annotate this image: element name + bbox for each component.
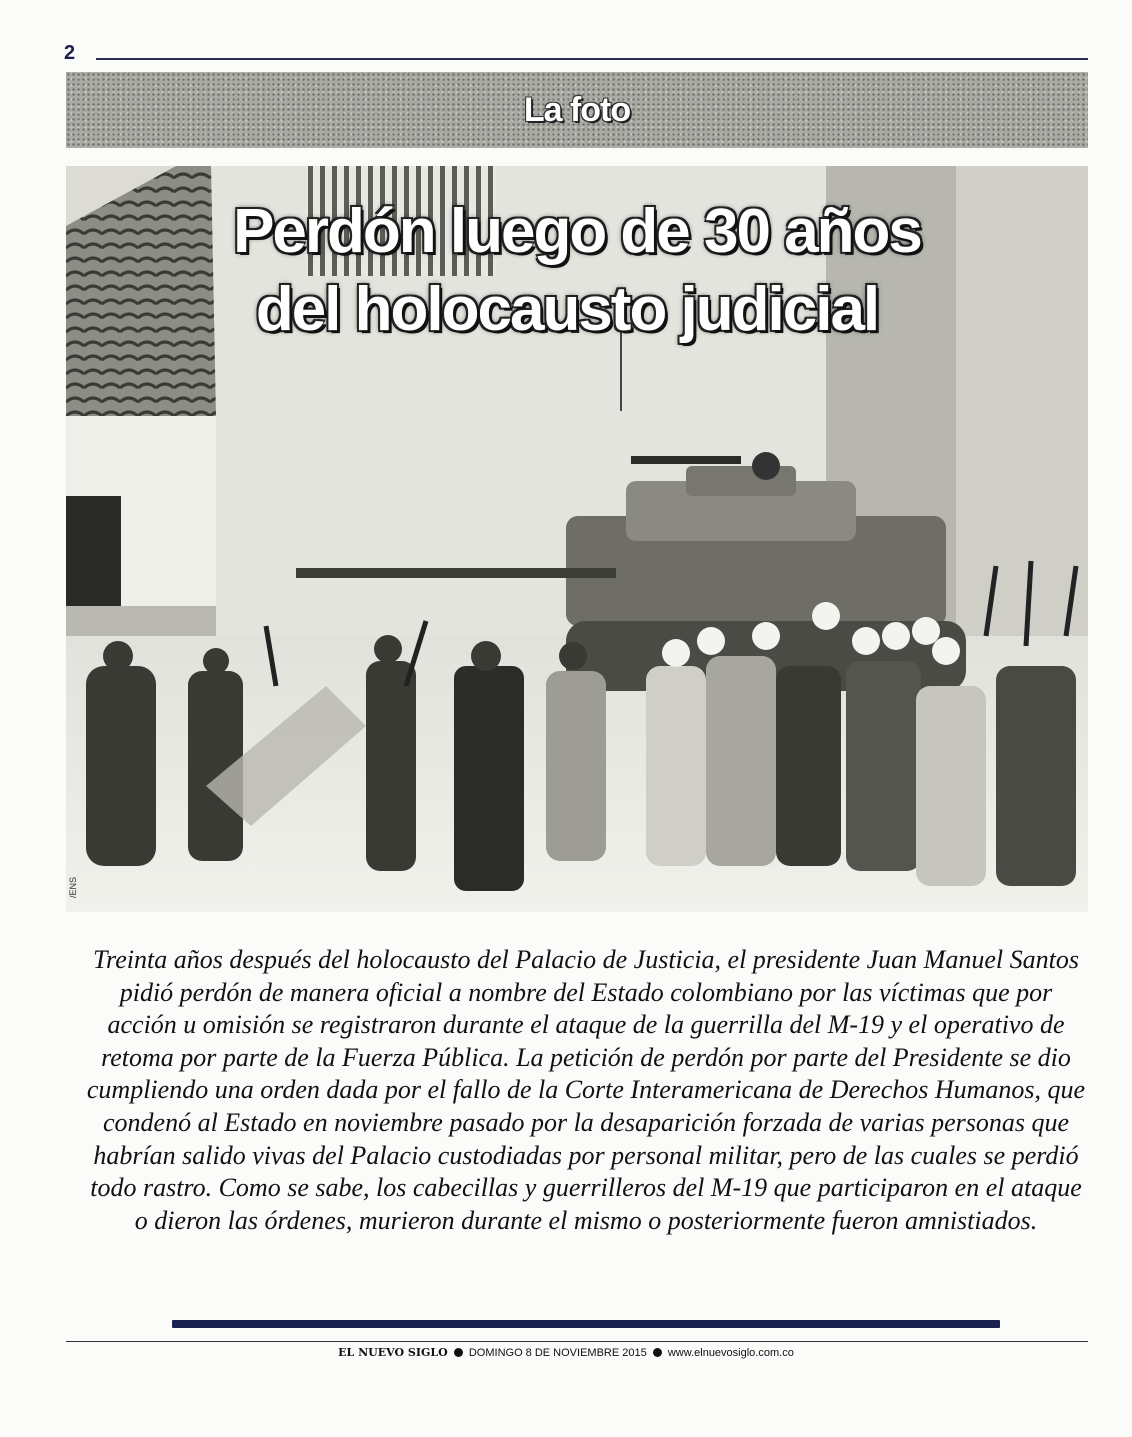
footer-url[interactable]: www.elnuevosiglo.com.co xyxy=(667,1347,794,1359)
article-body: Treinta años después del holocausto del Palacio de Justicia, el presidente Juan Manuel Santos pidió perdón de manera oficial a nombre del Estado colombiano por las víctimas que por acción u omisión se registraron durante el ataque de la guerrilla del M-19 y el operativo de retoma por parte de la Fuerza Pública. La petición de perdón por parte del Presidente se dio cumpliendo una orden dada por el fallo de la Corte Interamericana de Derechos Humanos, que condenó al Estado en noviembre pasado por la desaparición forzada de varias personas que habrían salido vivas del Palacio custodiadas por personal militar, pero de las cuales se perdió todo rastro. Como se sabe, los cabecillas y guerrilleros del M-19 que participaron en el ataque o dieron las órdenes, murieron durante el mismo o posteriormente fueron amnistiados. xyxy=(86,945,1086,1235)
footer-brand: EL NUEVO SIGLO xyxy=(338,1346,448,1359)
section-title: La foto xyxy=(523,90,631,129)
bullet-icon xyxy=(454,1348,463,1357)
photo-credit: /ENS xyxy=(68,876,78,898)
bottom-rule xyxy=(66,1341,1088,1342)
footer-date: DOMINGO 8 DE NOVIEMBRE 2015 xyxy=(468,1347,647,1359)
top-rule xyxy=(96,58,1088,60)
headline-line-2: del holocausto judicial xyxy=(255,275,879,344)
main-photo xyxy=(66,166,1088,912)
page-footer xyxy=(0,1346,1132,1359)
bullet-icon xyxy=(653,1348,662,1357)
bottom-accent-bar xyxy=(172,1320,1000,1328)
section-band xyxy=(66,72,1088,148)
page-number: 2 xyxy=(64,42,76,64)
headline-line-1: Perdón luego de 30 años xyxy=(233,197,921,266)
